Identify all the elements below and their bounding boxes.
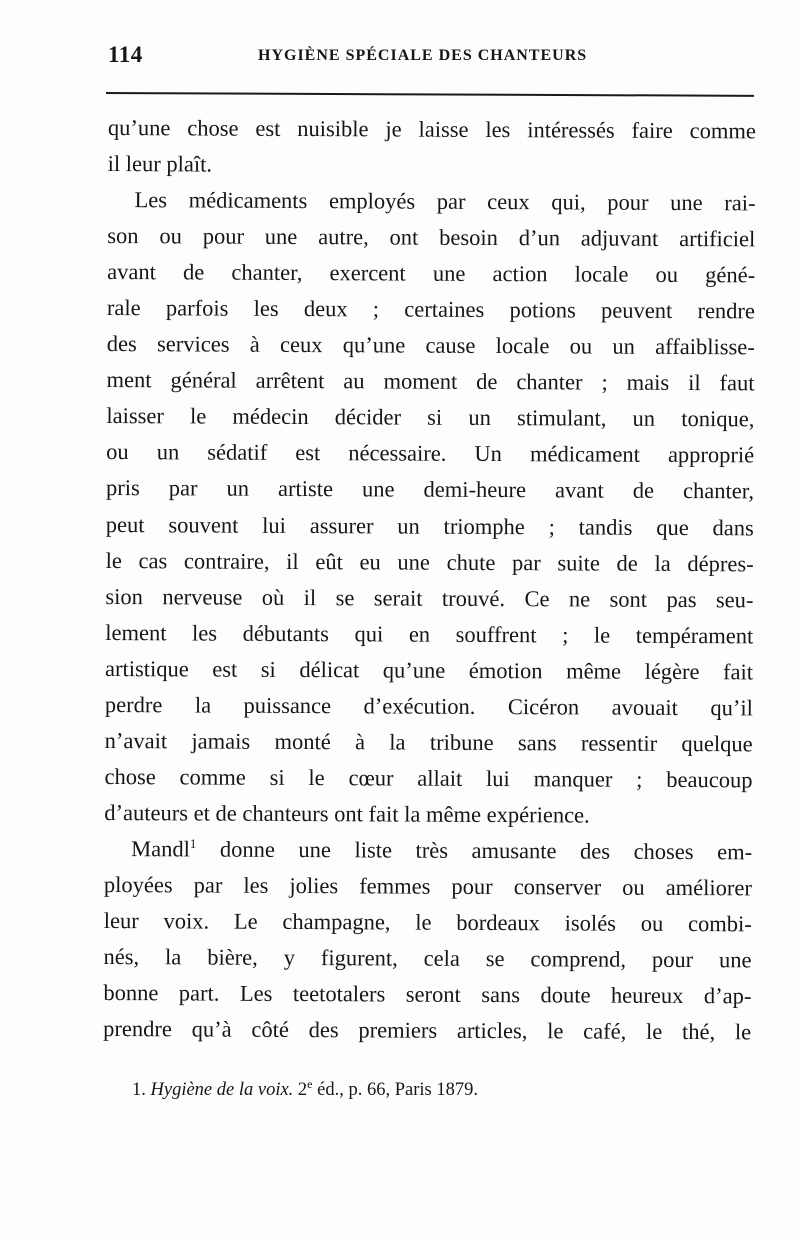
text-line: Les médicaments employés par ceux qui, pour une rai- — [134, 187, 756, 216]
text-line: bonne part. Les teetotalers seront sans doute heureux d’ap- — [103, 980, 752, 1009]
footnote-rest: éd., p. 66, Paris 1879. — [312, 1080, 478, 1100]
body-text — [103, 110, 756, 1051]
footnote-edition-sup: e — [307, 1076, 313, 1091]
header-rule — [106, 92, 754, 97]
footnote-number: 1. — [132, 1080, 146, 1100]
text-line: qu’une chose est nuisible je laisse les intéressés faire comme — [107, 114, 756, 144]
text-line-with-footnote-ref — [104, 831, 752, 870]
text-line: ou un sédatif est nécessaire. Un médicament approprié — [106, 439, 755, 468]
text-line: son ou pour une autre, ont besoin d’un adjuvant artificiel — [107, 223, 756, 252]
text-line: pris par un artiste une demi-heure avant de chanter, — [105, 475, 755, 504]
text-line: lement les débutants qui en souffrent ; le tempérament — [105, 619, 754, 649]
text-line: des services à ceux qu’une cause locale ou un affaiblisse- — [106, 331, 755, 360]
text-line: prendre qu’à côté des premiers articles, le café, le thé, le — [103, 1016, 752, 1045]
text-line: ment général arrêtent au moment de chanter ; mais il faut — [106, 367, 755, 396]
text-line: rale parfois les deux ; certaines potions peuvent rendre — [106, 295, 756, 324]
text-line: ployées par les jolies femmes pour conserver ou améliorer — [103, 871, 753, 901]
text-line: sion nerveuse où il se serait trouvé. Ce ne sont pas seu- — [105, 583, 754, 612]
text-line: avant de chanter, exercent une action locale ou géné- — [107, 259, 756, 288]
text-line: chose comme si le cœur allait lui manquer ; beaucoup — [104, 763, 753, 793]
footnote-reference: 1 — [189, 835, 197, 851]
text-line: laisser le médecin décider si un stimulant, un tonique, — [106, 403, 755, 432]
text-line: il leur plaît. — [107, 151, 213, 177]
footnote-title: Hygiène de la voix. — [150, 1080, 294, 1100]
footnote-edition-number: 2 — [297, 1080, 308, 1100]
text-line-continuation: donne une liste très amusante des choses em- — [196, 836, 753, 865]
text-line: leur voix. Le champagne, le bordeaux isolés ou combi- — [103, 908, 752, 937]
text-line: peut souvent lui assurer un triomphe ; tandis que dans — [105, 511, 754, 540]
page-number: 114 — [108, 42, 143, 67]
footnote — [132, 1076, 752, 1101]
text-line: n’avait jamais monté à la tribune sans ressentir quelque — [104, 727, 753, 757]
running-title: HYGIÈNE SPÉCIALE DES CHANTEURS — [258, 47, 588, 64]
text-line: nés, la bière, y figurent, cela se comprend, pour une — [103, 944, 752, 973]
text-line: le cas contraire, il eût eu une chute par suite de la dépres- — [105, 547, 754, 576]
text-line: d’auteurs et de chanteurs ont fait la même expérience. — [104, 799, 590, 828]
text-line: perdre la puissance d’exécution. Cicéron avouait qu’il — [104, 691, 753, 721]
page-header — [108, 42, 756, 72]
mandl-word: Mandl — [131, 836, 190, 862]
text-line: artistique est si délicat qu’une émotion même légère fait — [105, 655, 754, 685]
